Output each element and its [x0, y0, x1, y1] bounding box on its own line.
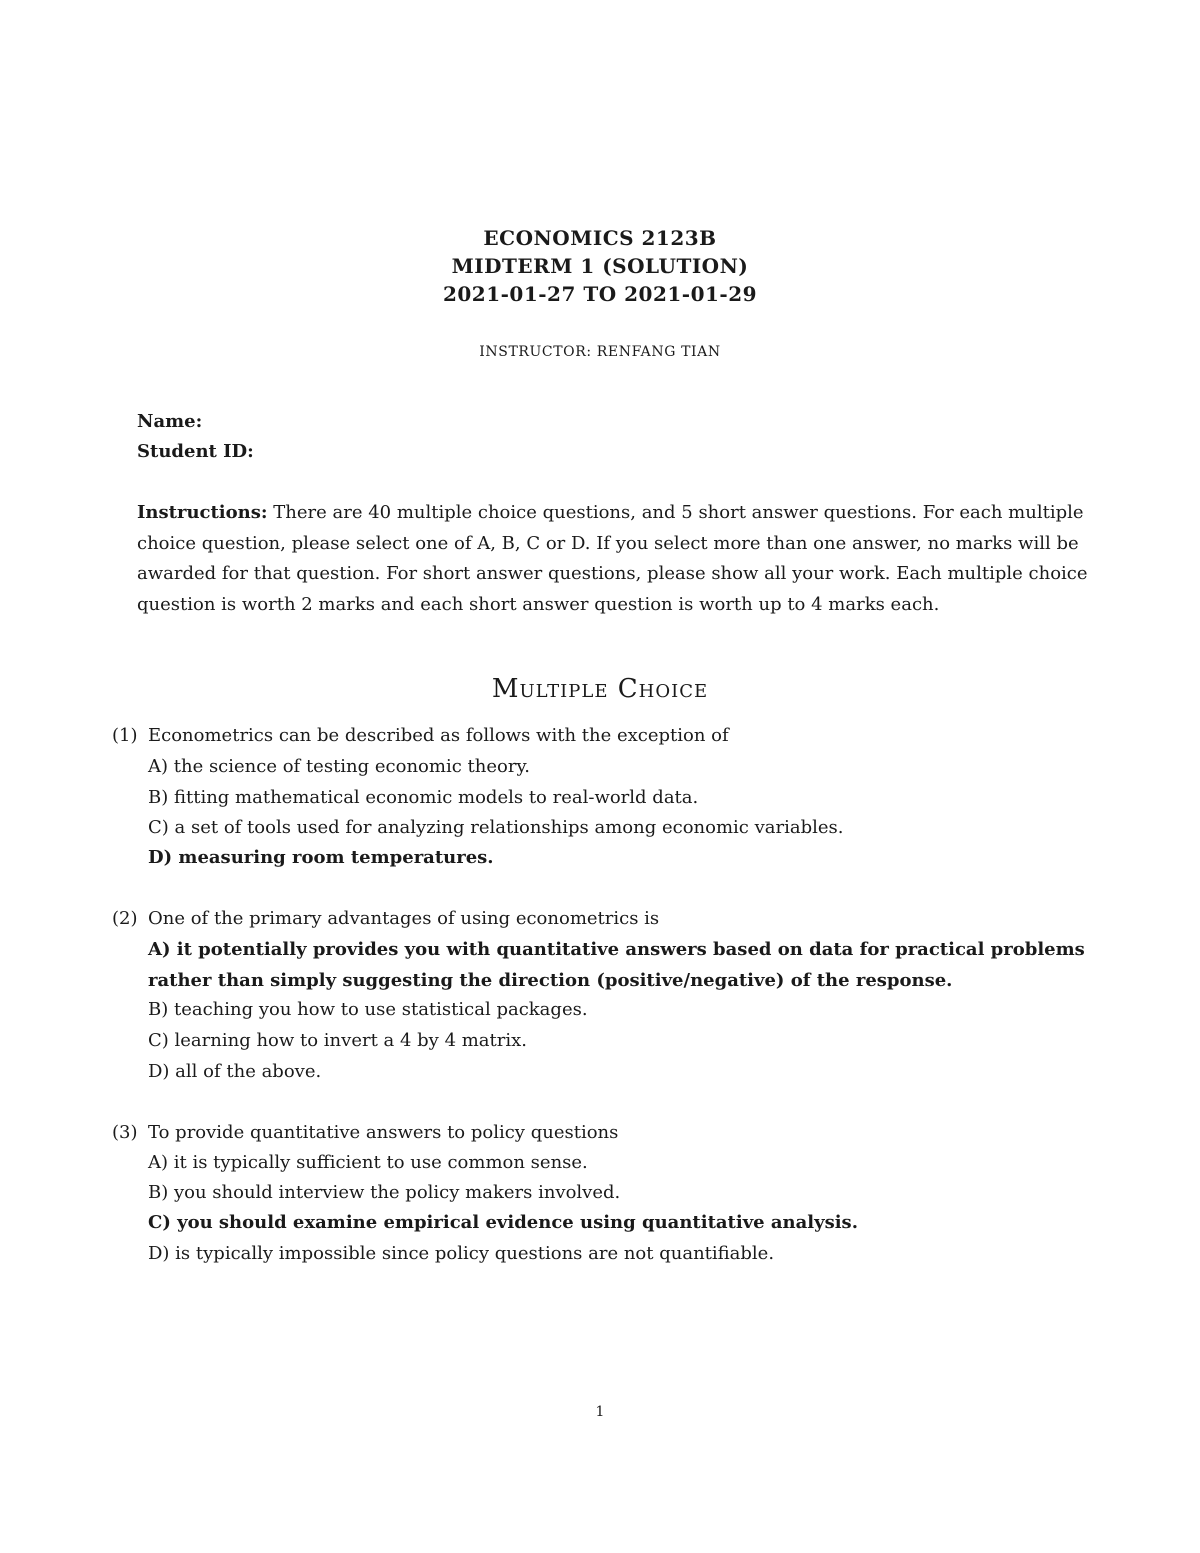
- name-label: Name:: [137, 411, 203, 432]
- exam-title: MIDTERM 1 (SOLUTION): [451, 254, 749, 278]
- correct-answer-option: D) measuring room temperatures.: [148, 847, 494, 868]
- question-number: (1): [112, 725, 138, 746]
- question-text: One of the primary advantages of using econometrics is: [148, 908, 660, 929]
- answer-option: D) all of the above.: [148, 1061, 322, 1082]
- correct-answer-option: A) it potentially provides you with quantitative answers based on data for practical problems rather than simply suggesting the direction (positive/negative) of the response.: [148, 939, 1085, 991]
- instructions-paragraph: [137, 498, 1092, 620]
- section-title: Multiple Choice: [491, 674, 709, 704]
- instructor-line: INSTRUCTOR: RENFANG TIAN: [479, 344, 721, 360]
- question-text: Econometrics can be described as follows with the exception of: [148, 725, 729, 746]
- answer-option: B) teaching you how to use statistical packages.: [148, 999, 588, 1020]
- student-id-label: Student ID:: [137, 441, 254, 462]
- course-title: ECONOMICS 2123B: [483, 226, 717, 250]
- exam-dates: 2021-01-27 TO 2021-01-29: [442, 282, 758, 306]
- answer-option: B) you should interview the policy makers involved.: [148, 1182, 621, 1203]
- instructions-label: Instructions:: [137, 502, 268, 523]
- answer-option: A) the science of testing economic theory.: [148, 756, 530, 777]
- answer-option: A) it is typically sufficient to use common sense.: [148, 1152, 588, 1173]
- question-number: (2): [112, 908, 138, 929]
- question-number: (3): [112, 1122, 138, 1143]
- page-number: 1: [595, 1404, 605, 1420]
- answer-option: D) is typically impossible since policy questions are not quantifiable.: [148, 1243, 775, 1264]
- question-text: To provide quantitative answers to policy questions: [148, 1122, 619, 1143]
- answer-option: C) a set of tools used for analyzing relationships among economic variables.: [148, 817, 844, 838]
- answer-option: C) learning how to invert a 4 by 4 matrix.: [148, 1030, 528, 1051]
- correct-answer-option: C) you should examine empirical evidence using quantitative analysis.: [148, 1212, 858, 1233]
- answer-option: B) fitting mathematical economic models to real-world data.: [148, 787, 699, 808]
- instructions-text: There are 40 multiple choice questions, and 5 short answer questions. For each multiple choice question, please select one of A, B, C or D. If you select more than one answer, no marks will be awarded for that question. For short answer questions, please show all your work. Each multiple choice question is worth 2 marks and each short answer question is worth up to 4 marks each.: [137, 502, 1088, 615]
